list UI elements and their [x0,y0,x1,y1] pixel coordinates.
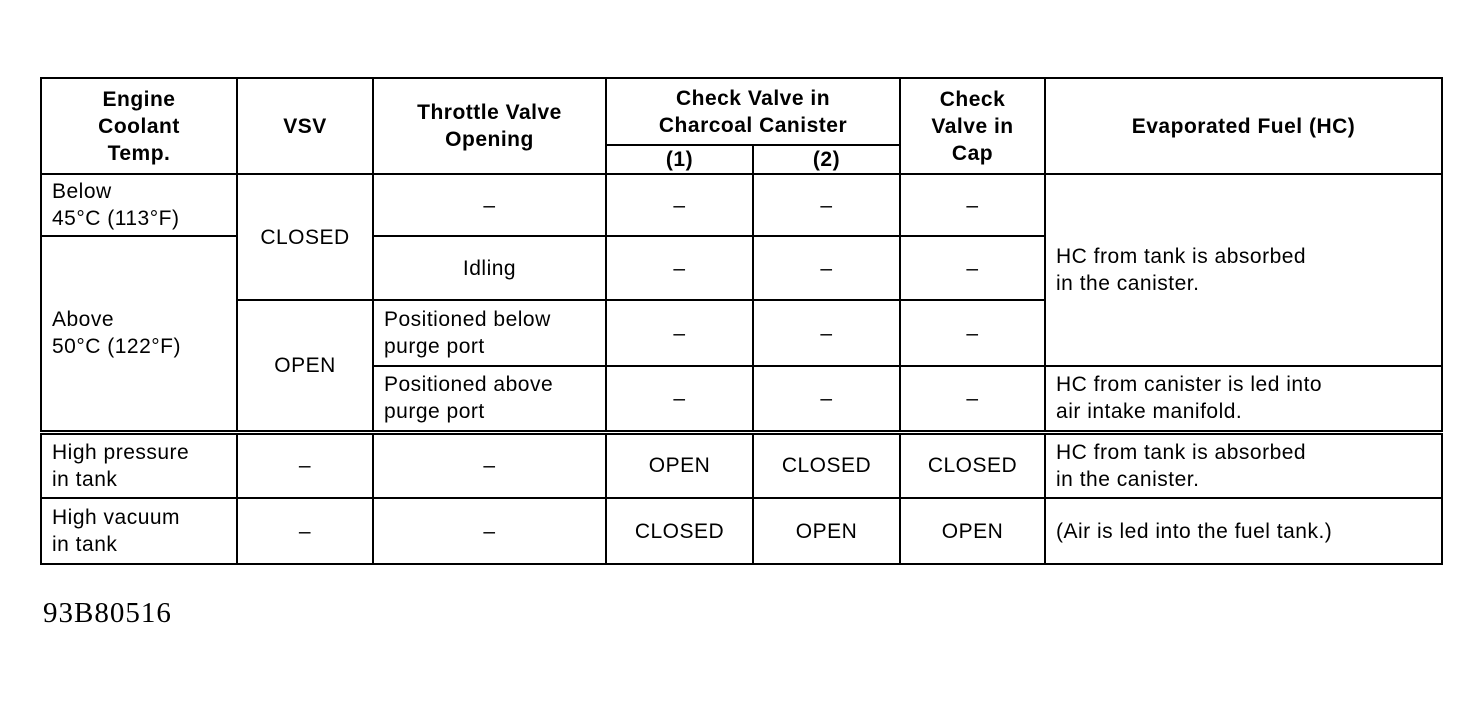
hc-absorbed-cell: HC from tank is absorbed in the canister. [1045,174,1442,366]
condition-high-pressure-cell: High pressure in tank [41,432,237,498]
canister-valve-2-cell: CLOSED [753,432,900,498]
header-throttle-valve-opening: Throttle Valve Opening [373,78,606,174]
throttle-cell: – [373,174,606,236]
canister-valve-1-cell: – [606,300,753,366]
evap-system-table [40,77,1443,565]
temp-above-cell: Above 50°C (122°F) [41,236,237,432]
condition-high-vacuum-cell: High vacuum in tank [41,498,237,564]
throttle-cell: – [373,432,606,498]
header-evaporated-fuel: Evaporated Fuel (HC) [1045,78,1442,174]
figure-id: 93B80516 [43,597,172,629]
table-row [41,498,1442,564]
hc-absorbed-pressure-cell: HC from tank is absorbed in the canister. [1045,432,1442,498]
throttle-cell: Idling [373,236,606,300]
throttle-cell: Positioned below purge port [373,300,606,366]
vsv-open-cell: OPEN [237,300,373,432]
canister-valve-1-cell: – [606,174,753,236]
canister-valve-1-cell: – [606,366,753,432]
canister-valve-1-cell: OPEN [606,432,753,498]
vsv-cell: – [237,498,373,564]
cap-valve-cell: CLOSED [900,432,1045,498]
cap-valve-cell: – [900,300,1045,366]
cap-valve-cell: OPEN [900,498,1045,564]
table-row [41,174,1442,236]
throttle-cell: Positioned above purge port [373,366,606,432]
table-row [41,432,1442,498]
header-check-valve-canister: Check Valve in Charcoal Canister [606,78,900,145]
canister-valve-2-cell: – [753,236,900,300]
vsv-closed-cell: CLOSED [237,174,373,300]
header-canister-valve-1: (1) [606,145,753,174]
header-engine-coolant-temp: Engine Coolant Temp. [41,78,237,174]
header-canister-valve-2: (2) [753,145,900,174]
temp-below-cell: Below 45°C (113°F) [41,174,237,236]
canister-valve-1-cell: CLOSED [606,498,753,564]
hc-to-manifold-cell: HC from canister is led into air intake manifold. [1045,366,1442,432]
vsv-cell: – [237,432,373,498]
canister-valve-2-cell: – [753,300,900,366]
canister-valve-2-cell: OPEN [753,498,900,564]
canister-valve-2-cell: – [753,174,900,236]
canister-valve-1-cell: – [606,236,753,300]
header-vsv: VSV [237,78,373,174]
cap-valve-cell: – [900,366,1045,432]
air-to-tank-cell: (Air is led into the fuel tank.) [1045,498,1442,564]
canister-valve-2-cell: – [753,366,900,432]
cap-valve-cell: – [900,174,1045,236]
header-check-valve-cap: Check Valve in Cap [900,78,1045,174]
throttle-cell: – [373,498,606,564]
cap-valve-cell: – [900,236,1045,300]
